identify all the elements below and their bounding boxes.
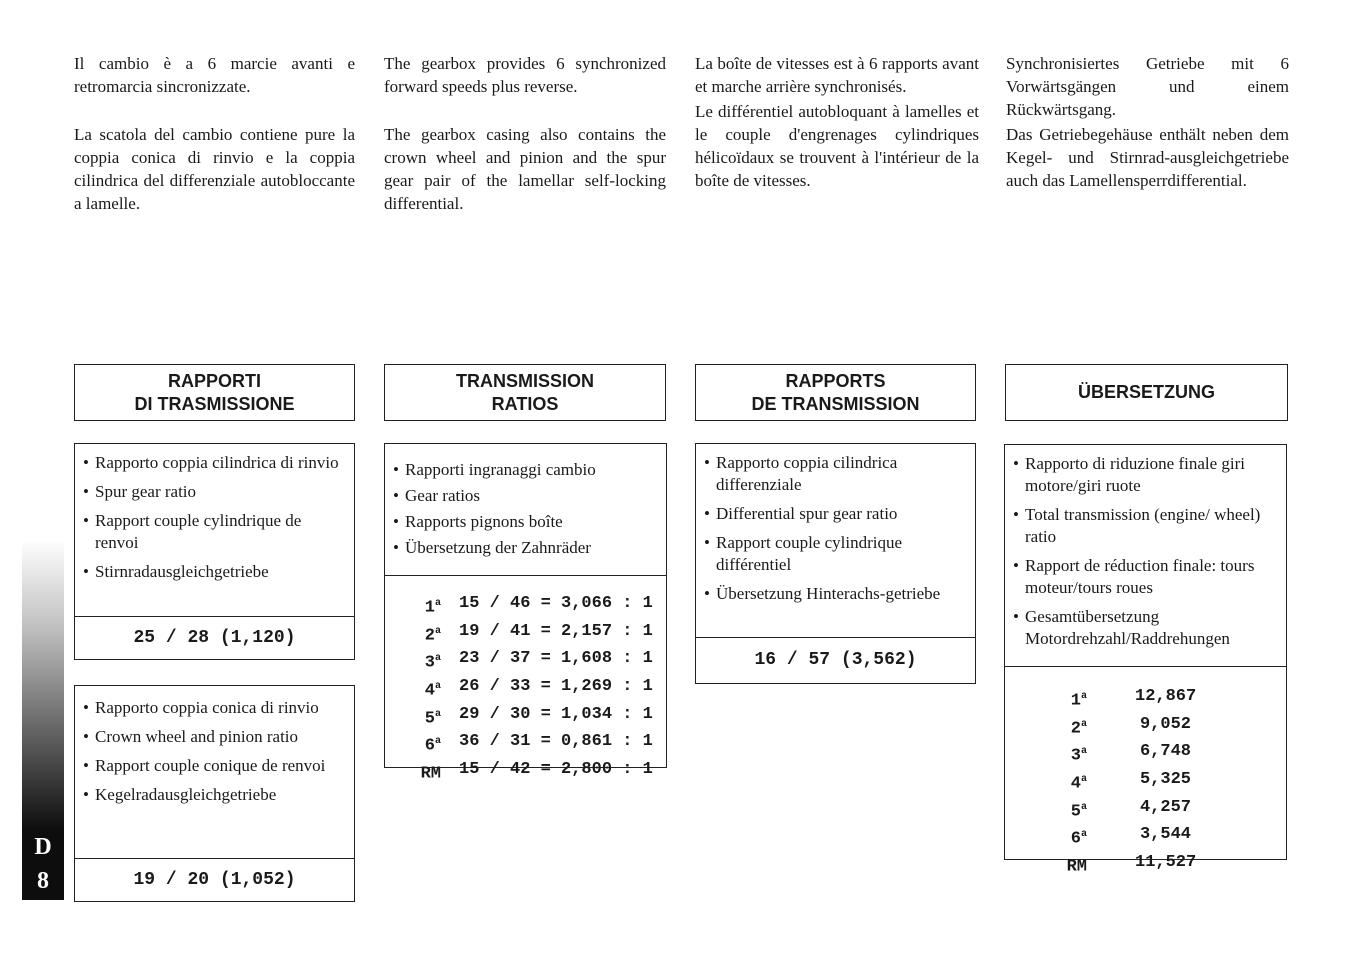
table-row: 5$^a$ 4,257 <box>1070 797 1191 822</box>
page-tab <box>22 828 64 900</box>
table-row: RM 11,527 <box>1066 852 1197 877</box>
total-ratio-list <box>1005 445 1286 650</box>
gear-ratios-list <box>385 444 666 559</box>
crown-ratio-list <box>75 686 354 806</box>
title-en-line2: RATIOS <box>491 393 559 414</box>
intro-en-p1: The gearbox provides 6 synchronized forward speeds plus reverse. <box>384 54 666 96</box>
intro-fr-p2: Le différentiel autobloquant à lamelles et le couple d'engrenages cylindriques hélicoïdaux se trouvent à l'intérieur de la boîte de vitesses. <box>695 102 979 190</box>
table-row: 6$^a$ 36 / 31 = 0,861 : 1 <box>424 732 653 756</box>
list-item: • Rapport couple cylindrique différentiel <box>704 533 903 574</box>
title-fr-line1: RAPPORTS <box>785 370 886 391</box>
list-item: • Rapports pignons boîte <box>393 512 563 531</box>
title-fr-line2: DE TRANSMISSION <box>751 393 920 414</box>
intro-de-p2: Das Getriebegehäuse enthält neben dem Kegel- und Stirnrad-ausgleichgetriebe auch das Lamellensperrdifferential. <box>1006 125 1289 190</box>
list-item: • Stirnradausgleichgetriebe <box>83 562 269 581</box>
table-row: 6$^a$ 3,544 <box>1070 825 1191 849</box>
divider <box>1005 666 1286 667</box>
title-it-line2: DI TRASMISSIONE <box>134 393 295 414</box>
divider <box>696 637 975 638</box>
intro-it-p1: Il cambio è a 6 marcie avanti e retromarcia sincronizzate. <box>74 54 355 96</box>
table-row: 2$^a$ 9,052 <box>1070 714 1191 739</box>
list-item: • Rapporto coppia conica di rinvio <box>83 698 319 717</box>
table-row: 3$^a$ 6,748 <box>1070 742 1191 766</box>
table-row: 1$^a$ 15 / 46 = 3,066 : 1 <box>424 594 653 618</box>
table-row: 2$^a$ 19 / 41 = 2,157 : 1 <box>424 621 653 646</box>
list-item: • Gear ratios <box>393 486 481 505</box>
table-row: 4$^a$ 5,325 <box>1070 769 1191 794</box>
list-item: • Crown wheel and pinion ratio <box>83 727 299 746</box>
spur-ratio-list <box>75 444 354 583</box>
list-item: • Spur gear ratio <box>83 482 197 501</box>
diff-ratio-list <box>696 444 975 605</box>
page-tab-number: 8 <box>37 868 49 894</box>
title-en-line1: TRANSMISSION <box>455 370 594 391</box>
gear-ratios-table <box>401 592 653 786</box>
list-item: • Differential spur gear ratio <box>704 504 898 523</box>
table-row: RM 15 / 42 = 2,800 : 1 <box>420 759 653 784</box>
divider <box>385 575 666 576</box>
list-item: • Kegelradausgleichgetriebe <box>83 785 277 804</box>
intro-it <box>74 52 355 215</box>
list-item: • Total transmission (engine/ wheel) ratio <box>1013 505 1261 546</box>
list-item: • Rapporto di riduzione finale giri motore/giri ruote <box>1013 454 1245 495</box>
title-de-line1: ÜBERSETZUNG <box>1077 382 1215 402</box>
divider <box>75 616 354 617</box>
title-fr <box>695 364 976 421</box>
table-row: 5$^a$ 29 / 30 = 1,034 : 1 <box>424 704 653 729</box>
list-item: • Rapporto coppia cilindrica differenziale <box>704 453 898 494</box>
list-item: • Übersetzung Hinterachs-getriebe <box>704 584 941 603</box>
page-tab-letter: D <box>34 834 52 860</box>
list-item: • Gesamtübersetzung Motordrehzahl/Raddrehungen <box>1013 607 1230 648</box>
crown-ratio-box <box>74 685 355 902</box>
title-it-line1: RAPPORTI <box>167 370 261 391</box>
list-item: • Rapport couple cylindrique de renvoi <box>83 511 302 552</box>
title-it <box>74 364 355 421</box>
gear-ratios-box <box>384 443 667 784</box>
total-ratio-table <box>1047 685 1197 879</box>
list-item: • Rapporto coppia cilindrica di rinvio <box>83 453 339 472</box>
intro-fr-p1: La boîte de vitesses est à 6 rapports avant et marche arrière synchronisés. <box>695 54 979 96</box>
table-row: 4$^a$ 26 / 33 = 1,269 : 1 <box>424 676 653 701</box>
title-en <box>384 364 666 421</box>
crown-ratio-value: 19 / 20 (1,052) <box>133 870 296 890</box>
intro-en-p2: The gearbox casing also contains the crown wheel and pinion and the spur gear pair of the lamellar self-locking differential. <box>384 125 666 213</box>
list-item: • Rapport de réduction finale: tours moteur/tours roues <box>1013 556 1255 597</box>
intro-en <box>384 52 666 215</box>
intro-de <box>1006 52 1289 192</box>
intro-de-p1: Synchronisiertes Getriebe mit 6 Vorwärtsgängen und einem Rückwärtsgang. <box>1006 54 1289 119</box>
list-item: • Rapport couple conique de renvoi <box>83 756 326 775</box>
table-row: 3$^a$ 23 / 37 = 1,608 : 1 <box>424 649 653 673</box>
intro-fr <box>695 52 979 192</box>
spur-ratio-value: 25 / 28 (1,120) <box>133 628 296 648</box>
table-row: 1$^a$ 12,867 <box>1070 687 1197 711</box>
page-tab-gradient <box>22 540 64 830</box>
divider <box>75 858 354 859</box>
intro-it-p2: La scatola del cambio contiene pure la coppia conica di rinvio e la coppia cilindrica del differenziale autobloccante a lamelle. <box>74 125 355 213</box>
title-de <box>1005 364 1288 421</box>
diff-ratio-value: 16 / 57 (3,562) <box>754 650 917 670</box>
diff-ratio-box <box>695 443 976 684</box>
list-item: • Rapporti ingranaggi cambio <box>393 460 596 479</box>
spur-ratio-box <box>74 443 355 660</box>
total-ratio-box <box>1004 444 1287 877</box>
list-item: • Übersetzung der Zahnräder <box>393 538 591 557</box>
